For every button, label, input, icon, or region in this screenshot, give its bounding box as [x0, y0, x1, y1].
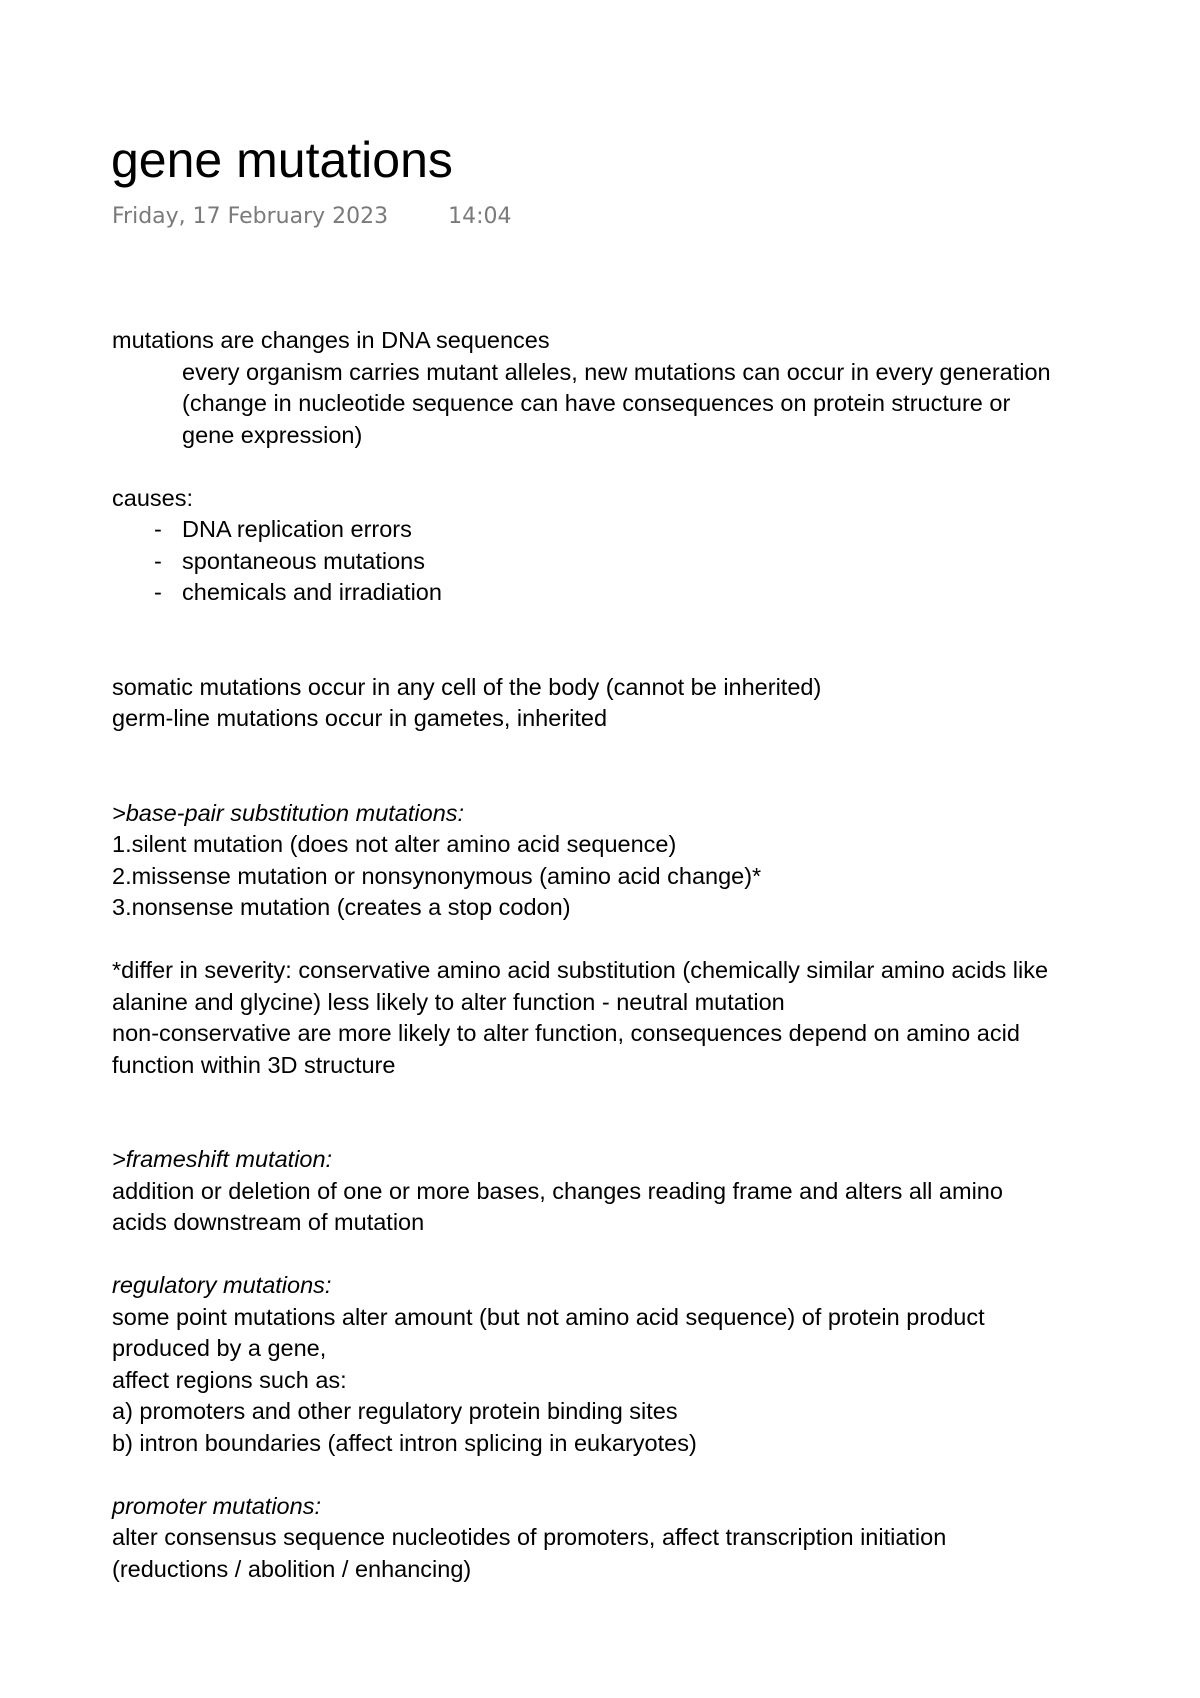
substitution-heading: >base-pair substitution mutations: — [112, 799, 465, 826]
page-timestamp — [112, 204, 512, 229]
page-title: gene mutations — [111, 132, 453, 188]
substitution-note: function within 3D structure — [112, 1051, 396, 1078]
bullet-dash: - — [154, 547, 162, 574]
frameshift-heading: >frameshift mutation: — [112, 1146, 333, 1172]
causes-list-item: - chemicals and irradiation — [112, 577, 1197, 609]
promoter-line: alter consensus sequence nucleotides of promoters, affect transcription initiation — [112, 1524, 947, 1550]
regulatory-line: b) intron boundaries (affect intron splicing in eukaryotes) — [112, 1429, 697, 1456]
regulatory-line: some point mutations alter amount (but not amino acid sequence) of protein product — [112, 1303, 985, 1330]
intro-line: mutations are changes in DNA sequences — [112, 327, 550, 353]
frameshift-line: addition or deletion of one or more bases, changes reading frame and alters all amino — [112, 1177, 1003, 1204]
substitution-item: 1.silent mutation (does not alter amino acid sequence) — [112, 831, 677, 857]
bullet-dash: - — [154, 579, 162, 605]
bullet-dash: - — [154, 516, 162, 542]
regulatory-heading: regulatory mutations: — [112, 1272, 332, 1298]
frameshift-line: acids downstream of mutation — [112, 1209, 425, 1235]
promoter-line: (reductions / abolition / enhancing) — [112, 1555, 472, 1582]
regulatory-line: affect regions such as: — [112, 1366, 347, 1393]
regulatory-line: produced by a gene, — [112, 1335, 327, 1361]
germline-line: germ-line mutations occur in gametes, inherited — [112, 705, 608, 731]
page-date: Friday, 17 February 2023 — [112, 204, 389, 229]
page-time: 14:04 — [448, 204, 512, 229]
intro-indent-line: every organism carries mutant alleles, new mutations can occur in every generation — [182, 358, 1051, 385]
somatic-line: somatic mutations occur in any cell of the body (cannot be inherited) — [112, 673, 822, 700]
substitution-item: 3.nonsense mutation (creates a stop codon) — [112, 894, 571, 920]
intro-indent-line: (change in nucleotide sequence can have consequences on protein structure or — [182, 390, 1011, 416]
causes-list-item: - spontaneous mutations — [112, 546, 1197, 578]
causes-list-item: - DNA replication errors — [112, 514, 1197, 546]
regulatory-line: a) promoters and other regulatory protein binding sites — [112, 1398, 678, 1424]
causes-heading: causes: — [112, 484, 193, 511]
substitution-note: non-conservative are more likely to alter function, consequences depend on amino acid — [112, 1020, 1020, 1046]
substitution-note: *differ in severity: conservative amino acid substitution (chemically similar amino acids like — [112, 957, 1049, 983]
substitution-note: alanine and glycine) less likely to alter function - neutral mutation — [112, 988, 785, 1015]
note-body — [112, 325, 1197, 1585]
substitution-item: 2.missense mutation or nonsynonymous (amino acid change)* — [112, 862, 762, 889]
promoter-heading: promoter mutations: — [112, 1492, 321, 1519]
intro-indent-line: gene expression) — [182, 421, 363, 448]
